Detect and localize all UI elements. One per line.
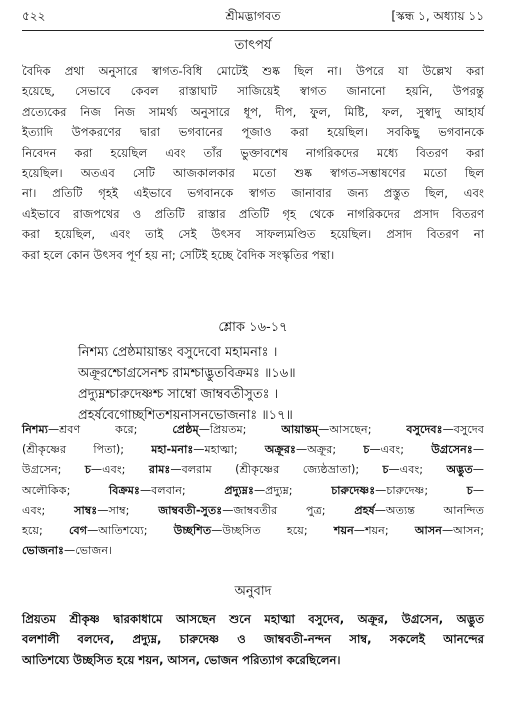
- purport-line: হয়েছে, সেভাবে কেবল রাস্তাঘাট সাজিয়েই স্বাগত জানানো হয়নি, উপরন্তু: [22, 84, 484, 99]
- synonym-meaning: —আসছেন;: [318, 423, 407, 436]
- purport-body: [22, 61, 484, 265]
- synonym-meaning: এবং;: [22, 503, 75, 517]
- synonym-word: সাম্বঃ: [74, 503, 98, 517]
- synonym-meaning: উগ্রসেন;: [22, 463, 85, 477]
- synonym-word: অদ্ভুত: [446, 463, 473, 477]
- synonym-word: প্রেষ্ঠম্: [172, 423, 199, 436]
- synonym-meaning: (শ্রীকৃষ্ণের পিতা);: [22, 443, 152, 457]
- synonym-meaning: —বলবান;: [139, 483, 225, 497]
- verse-heading: শ্লোক ১৬-১৭: [218, 320, 288, 335]
- purport-line: করা হয়েছিল, এবং তাই সেই উৎসব সাফল্যমণ্ডিত হয়েছিল। প্রসাদ বিতরণ না: [22, 227, 484, 242]
- synonym-meaning: —সাম্ব;: [97, 503, 159, 517]
- header-rule: [22, 30, 484, 31]
- synonym-meaning: —আসন;: [441, 524, 485, 538]
- synonym-meaning: —প্রিয়তম;: [198, 423, 282, 436]
- canto-chapter: [স্কন্ধ ১, অধ্যায় ১১: [391, 9, 484, 23]
- translation-line: আতিশয্যে উচ্ছসিত হয়ে শয়ন, আসন, ভোজন পরিত্যাগ করেছিলেন।: [22, 652, 341, 667]
- synonym-word: বিক্রমঃ: [109, 483, 140, 497]
- synonym-meaning: —বলরাম (শ্রীকৃষ্ণের জ্যেষ্ঠভ্রাতা);: [170, 463, 383, 477]
- synonym-word: শয়ন: [333, 524, 354, 538]
- synonym-meaning: —: [472, 483, 484, 497]
- synonym-word: মহা-মনাঃ: [151, 443, 194, 457]
- translation-heading: অনুবাদ: [234, 584, 272, 599]
- synonym-word: অক্রূরঃ: [264, 443, 297, 457]
- synonym-meaning: —অত্যন্ত আনন্দিত: [374, 503, 484, 517]
- synonym-meaning: হয়ে;: [22, 524, 69, 538]
- verse-line: অক্রূরশ্চোগ্রসেনশ্চ রামশ্চাদ্ভুতবিক্রমঃ ॥১৬॥: [78, 366, 296, 381]
- synonym-word: আসন: [414, 524, 442, 538]
- translation-line: প্রিয়তম শ্রীকৃষ্ণ দ্বারকাধামে আসছেন শুনে মহাত্মা বসুদেব, অক্রূর, উগ্রসেন, অদ্ভুত: [22, 612, 484, 626]
- synonym-word: ভোজনাঃ: [22, 544, 65, 558]
- synonyms-body: [22, 420, 484, 561]
- synonym-line: [22, 541, 484, 561]
- synonym-meaning: —বসুদেব: [442, 423, 485, 436]
- purport-line: নিবেদন করা হয়েছিল এবং তাঁর ভুক্তাবশেষ নাগরিকদের মধ্যে বিতরণ করা: [22, 145, 484, 160]
- synonym-meaning: —মহাত্মা;: [193, 443, 265, 457]
- synonym-line: [22, 501, 484, 521]
- page-header: [22, 8, 484, 28]
- synonym-word: চ: [466, 483, 473, 497]
- synonym-meaning: —উচ্ছসিত হয়ে;: [211, 524, 334, 538]
- synonym-word: উগ্রসেনঃ: [431, 443, 473, 457]
- synonym-word: চারুদেষ্ণঃ: [331, 483, 376, 497]
- synonym-word: বসুদেবঃ: [406, 423, 443, 436]
- synonym-line: [22, 420, 484, 440]
- synonym-word: নিশম্য: [22, 423, 48, 436]
- synonym-meaning: —: [472, 443, 484, 457]
- synonym-word: চ: [363, 443, 370, 457]
- purport-line: বৈদিক প্রথা অনুসারে স্বাগত-বিধি মোটেই শুষ্ক ছিল না। উপরে যা উল্লেখ করা: [22, 64, 484, 78]
- verse-section: [22, 318, 484, 426]
- purport-heading: তাৎপর্য: [234, 38, 272, 53]
- synonym-word: প্রহর্ষ: [354, 503, 375, 517]
- synonym-line: [22, 521, 484, 541]
- synonym-word: উচ্ছশিত: [173, 524, 212, 538]
- synonym-meaning: —এবং;: [369, 443, 432, 457]
- synonym-meaning: —এবং;: [388, 463, 447, 477]
- synonym-line: [22, 481, 484, 501]
- verse-line: প্রহর্ষবেগোচ্ছশিতশয়নাসনভোজনাঃ ॥১৭॥: [78, 408, 293, 423]
- synonym-meaning: —শয়ন;: [353, 524, 415, 538]
- translation-body: [22, 609, 484, 670]
- page-number: ৫২২: [22, 9, 46, 23]
- synonym-word: রামঃ: [148, 463, 171, 477]
- synonym-word: চ: [382, 463, 389, 477]
- verse-line: প্রদ্যুম্নশ্চারুদেষ্ণশ্চ সাম্বো জাম্ববতীসুতঃ ।: [78, 387, 279, 402]
- purport-line: না। প্রতিটি গৃহই এইভাবে ভগবানকে স্বাগত জানাবার জন্য প্রস্তুত ছিল, এবং: [22, 186, 484, 201]
- book-title: শ্রীমদ্ভাগবত: [225, 9, 281, 23]
- purport-line: ইত্যাদি উপকরণের দ্বারা ভগবানের পূজাও করা হয়েছিল। সবকিছু ভগবানকে: [22, 125, 484, 140]
- synonym-meaning: —জাম্ববতীর পুত্র;: [222, 503, 355, 517]
- purport-line: এইভাবে রাজপথের ও প্রতিটি রাস্তার প্রতিটি গৃহ থেকে নাগরিকদের প্রসাদ বিতরণ: [22, 206, 484, 221]
- synonym-line: [22, 440, 484, 460]
- synonyms-section: [22, 420, 484, 561]
- translation-section: [22, 582, 484, 670]
- purport-line: হয়েছিল। অতএব সেটি আজকালকার মতো শুষ্ক স্বাগত-সম্ভাষণের মতো ছিল: [22, 166, 484, 181]
- translation-line: বলশালী বলদেব, প্রদ্যুম্ন, চারুদেষ্ণ ও জাম্ববতী-নন্দন সাম্ব, সকলেই আনন্দের: [22, 632, 484, 647]
- verse-line: নিশম্য প্রেষ্ঠমায়ান্তং বসুদেবো মহামনাঃ ।: [78, 345, 278, 360]
- synonym-word: আয়ান্তম্: [281, 423, 319, 436]
- synonym-meaning: —ভোজন।: [64, 544, 113, 558]
- purport-line: প্রত্যেকের নিজ নিজ সামর্থ্য অনুসারে ধূপ, দীপ, ফুল, মিষ্টি, ফল, সুস্বাদু আহার্য: [22, 104, 484, 119]
- synonym-line: [22, 460, 484, 480]
- synonym-meaning: —চারুদেষ্ণ;: [375, 483, 467, 497]
- synonym-word: বেগ: [68, 524, 88, 538]
- synonym-meaning: —শ্রবণ করে;: [47, 423, 173, 436]
- synonym-meaning: —: [472, 463, 484, 477]
- purport-section: [22, 36, 484, 265]
- synonym-word: চ: [84, 463, 91, 477]
- synonym-word: প্রদ্যুম্নঃ: [224, 483, 254, 497]
- synonym-meaning: —প্রদ্যুম্ন;: [253, 483, 332, 497]
- synonym-meaning: —অক্রূর;: [296, 443, 364, 457]
- purport-line: করা হলে কোন উৎসব পূর্ণ হয় না; সেটিই হচ্ছে বৈদিক সংস্কৃতির পন্থা।: [22, 247, 335, 262]
- verse-body: [78, 342, 484, 426]
- synonym-meaning: —আতিশয্যে;: [87, 524, 174, 538]
- synonym-word: জাম্ববতী-সুতঃ: [158, 503, 223, 517]
- synonym-meaning: —এবং;: [90, 463, 149, 477]
- synonym-meaning: অলৌকিক;: [22, 483, 110, 497]
- book-page: [22, 8, 484, 28]
